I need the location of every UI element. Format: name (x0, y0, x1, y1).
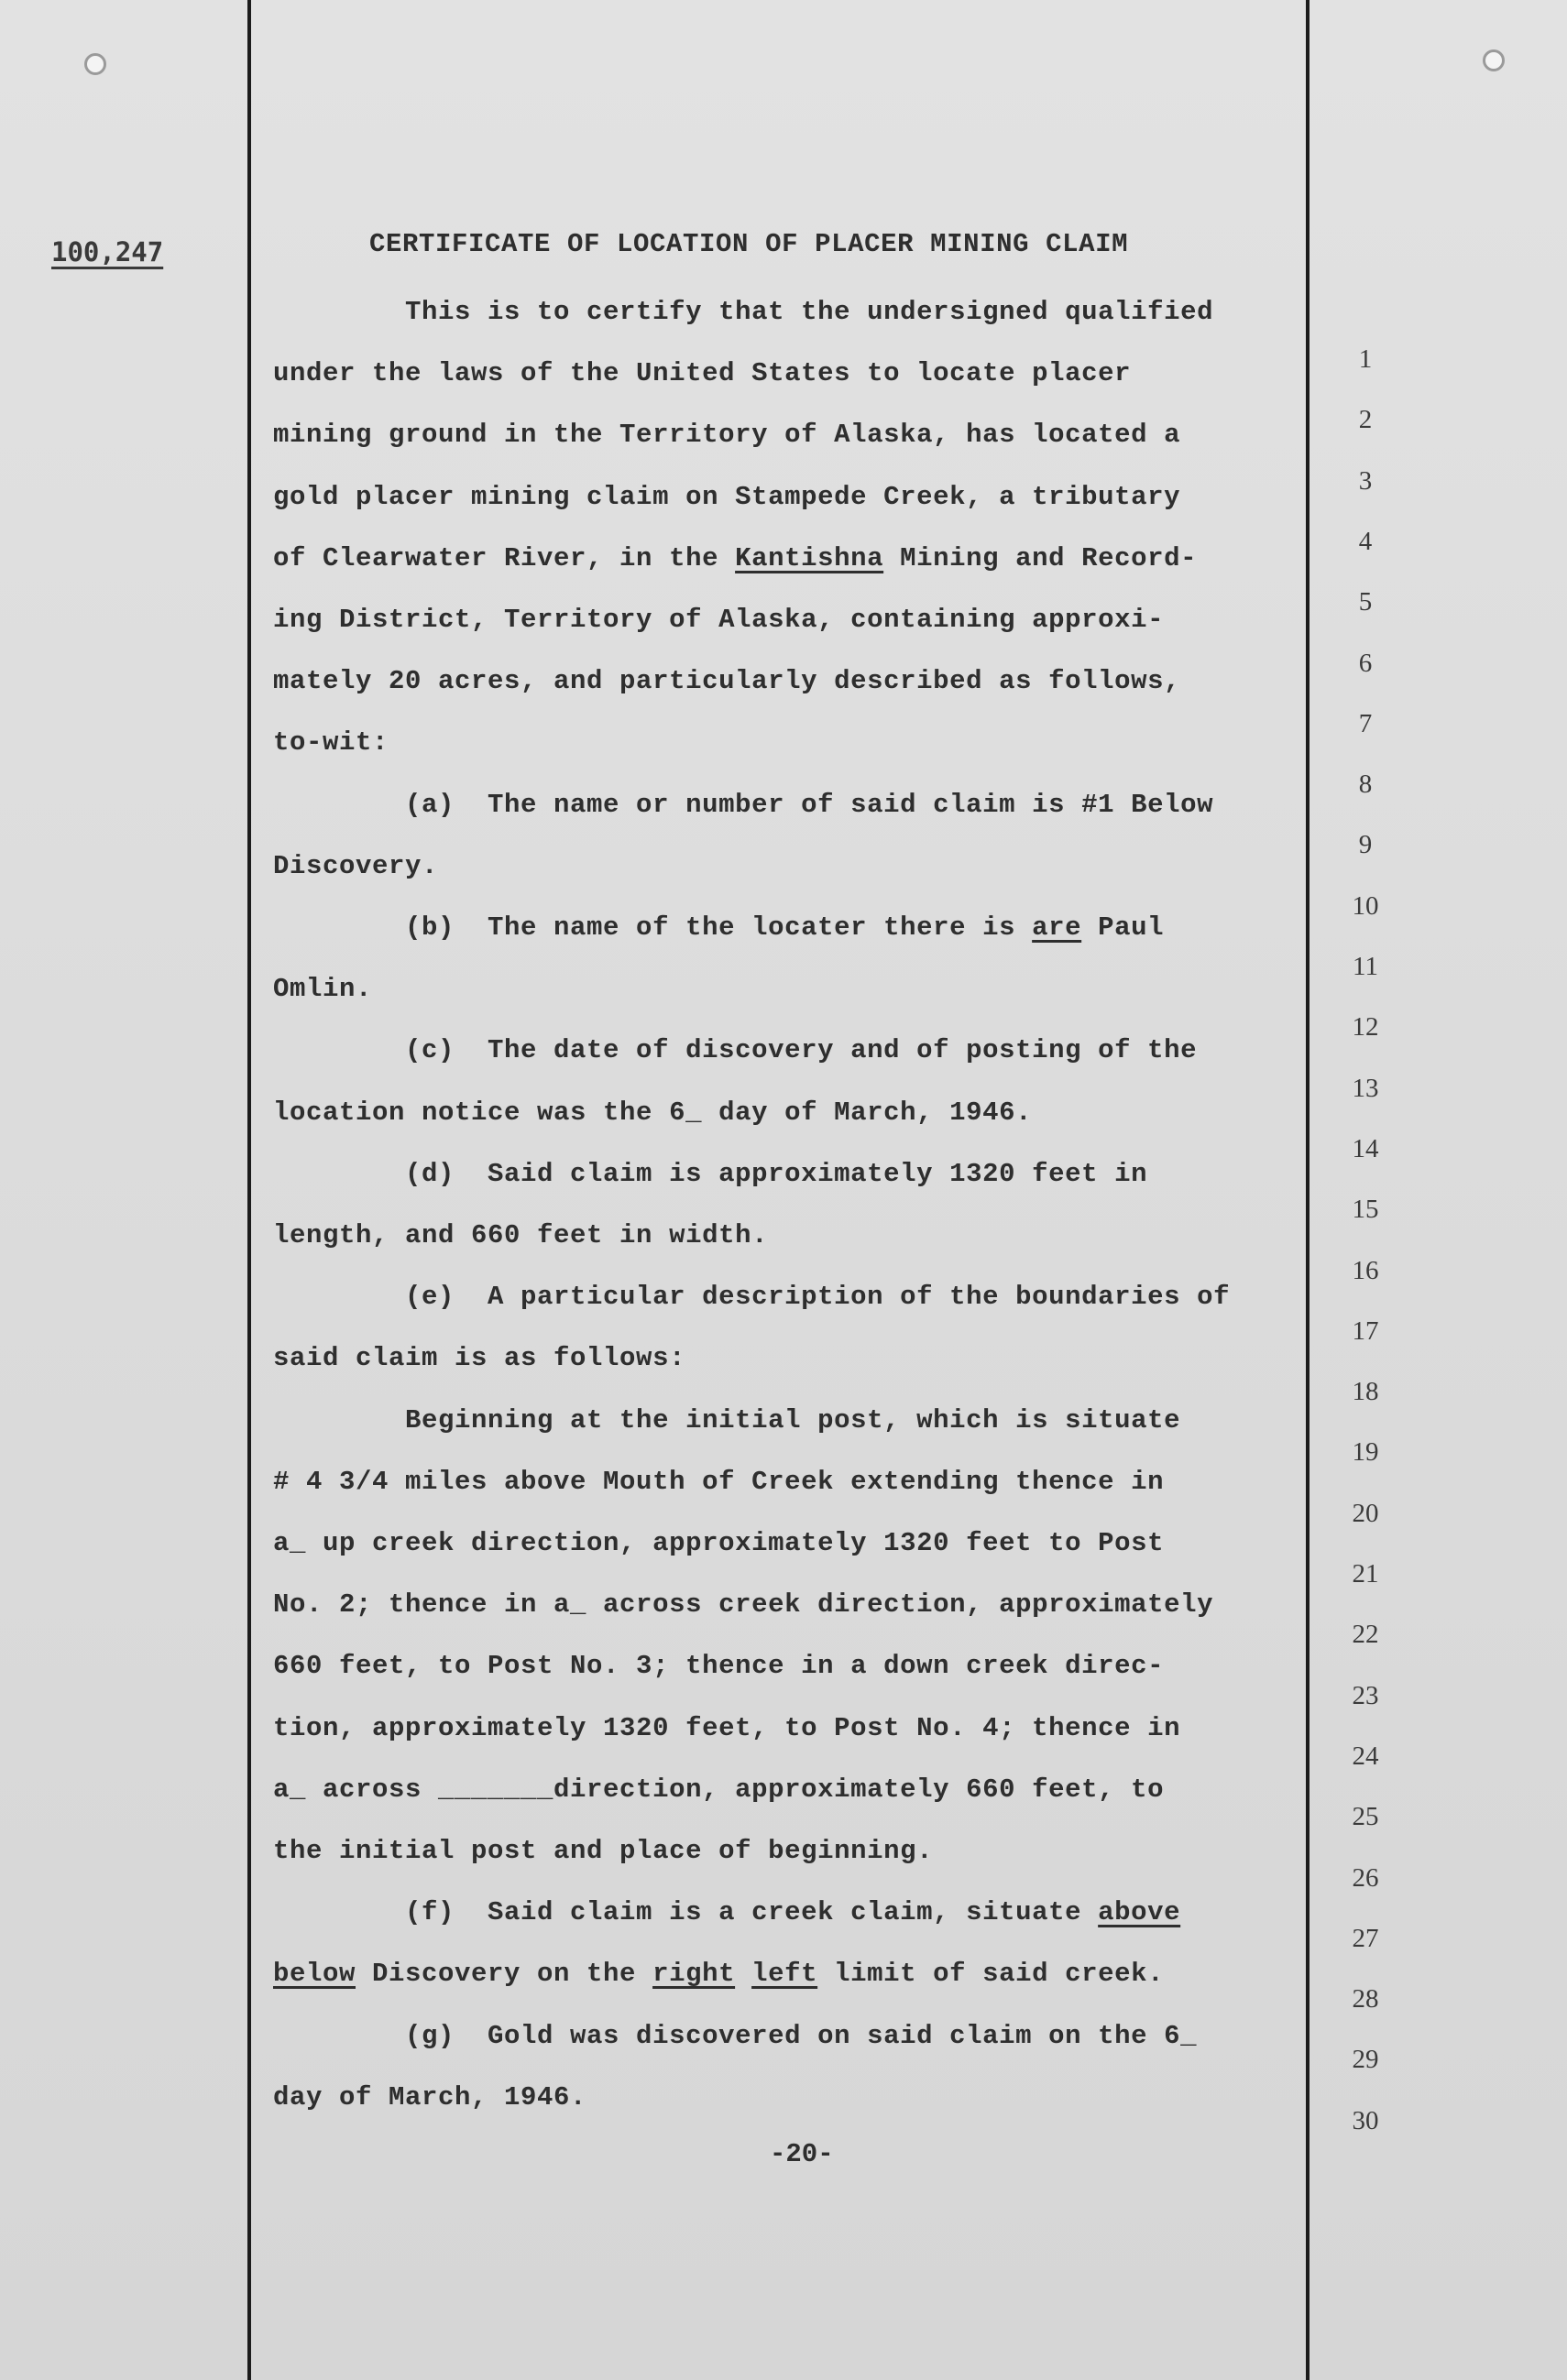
underlined-word: left (751, 1959, 818, 1990)
text-run: (d) Said claim is approximately 1320 feet in (273, 1158, 1148, 1189)
body-line (273, 299, 1213, 325)
punch-hole-right (1483, 49, 1505, 71)
text-run: to-wit: (273, 727, 389, 759)
body-line (273, 1530, 1164, 1556)
text-run: (a) The name or number of said claim is #1 Below (273, 789, 1214, 820)
line-number: 22 (1352, 1620, 1379, 1650)
text-run: # 4 3/4 miles above Mouth of Creek extending thence in (273, 1466, 1165, 1497)
text-run: of Clearwater River, in the (273, 542, 736, 573)
body-line (273, 1712, 1181, 1743)
text-run (735, 1959, 751, 1989)
line-number: 7 (1358, 708, 1373, 738)
line-number: 21 (1352, 1559, 1379, 1588)
line-number: 27 (1352, 1923, 1379, 1953)
body-line (273, 360, 1131, 387)
text-run: day of March, 1946. (273, 2081, 587, 2113)
text-run: a_ across _______direction, approximately 660 feet, to (273, 1774, 1165, 1805)
body-line (273, 420, 1181, 451)
text-run: (b) The name of the locater there is (273, 912, 1033, 943)
text-run: limit of said creek. (817, 1959, 1165, 1990)
text-run: (e) A particular description of the boundaries of (273, 1282, 1231, 1313)
line-number: 16 (1352, 1255, 1379, 1285)
punch-hole-left (84, 53, 106, 75)
text-run: (f) Said claim is a creek claim, situate (273, 1897, 1099, 1928)
text-run: Discovery on the (356, 1959, 653, 1990)
underlined-word: are (1032, 912, 1082, 943)
body-line (273, 1589, 1214, 1621)
line-number: 17 (1352, 1316, 1379, 1346)
body-line (273, 974, 373, 1005)
text-run: Omlin. (273, 974, 373, 1005)
page-number: -20- (770, 2139, 834, 2169)
body-line (273, 1899, 1180, 1926)
body-line (273, 1158, 1148, 1189)
body-line (273, 1959, 1165, 1990)
text-run: mining ground in the Territory of Alaska, has located a (273, 420, 1181, 451)
text-run: Paul (1081, 912, 1165, 943)
line-number: 30 (1352, 2105, 1379, 2135)
text-run: (g) Gold was discovered on said claim on the 6_ (273, 2020, 1198, 2051)
body-line (273, 1838, 933, 1864)
text-run: Beginning at the initial post, which is situate (273, 1404, 1181, 1436)
text-run: said claim is as follows: (273, 1343, 686, 1374)
line-number: 29 (1352, 2045, 1379, 2075)
line-number: 18 (1352, 1377, 1379, 1407)
line-number: 10 (1352, 890, 1379, 921)
text-run: (c) The date of discovery and of posting of the (273, 1035, 1198, 1066)
text-run: under the laws of the United States to locate placer (273, 358, 1132, 389)
line-number: 12 (1352, 1012, 1379, 1043)
text-run: Mining and Record- (883, 542, 1198, 573)
line-number: 4 (1358, 526, 1373, 556)
file-number: 100,247 (51, 236, 164, 267)
body-line (273, 2081, 587, 2113)
line-number: 3 (1358, 465, 1373, 496)
text-run: the initial post and place of beginning. (273, 1836, 934, 1866)
line-number: 9 (1358, 830, 1373, 860)
text-run: ing District, Territory of Alaska, containing approxi- (273, 605, 1165, 635)
line-number: 28 (1352, 1984, 1379, 2014)
line-number: 15 (1352, 1195, 1379, 1225)
line-number: 2 (1358, 405, 1373, 435)
line-number: 8 (1358, 770, 1373, 800)
right-margin-rule (1306, 0, 1309, 2380)
line-number: 1 (1358, 344, 1373, 374)
body-line (273, 606, 1164, 633)
underlined-word: right (652, 1959, 736, 1990)
body-line (273, 1222, 768, 1249)
body-line (273, 1651, 1165, 1682)
line-number: 14 (1352, 1133, 1379, 1163)
text-run: length, and 660 feet in width. (273, 1220, 769, 1250)
body-line (273, 789, 1214, 820)
body-line (273, 1776, 1164, 1803)
text-run: No. 2; thence in a_ across creek direction, approximately (273, 1589, 1214, 1621)
line-number: 13 (1352, 1073, 1379, 1103)
body-line (273, 1468, 1164, 1495)
text-run: 660 feet, to Post No. 3; thence in a down creek direc- (273, 1651, 1165, 1682)
body-line (273, 1099, 1032, 1126)
body-line (273, 1343, 686, 1374)
body-line (273, 914, 1164, 941)
underlined-word: below (273, 1959, 356, 1990)
line-number: 20 (1352, 1498, 1379, 1528)
text-run: gold placer mining claim on Stampede Creek, a tributary (273, 481, 1181, 512)
line-number: 19 (1352, 1437, 1379, 1468)
underlined-word: Kantishna (735, 542, 884, 573)
text-run: location notice was the 6_ day of March, 1946. (273, 1097, 1033, 1128)
line-number: 23 (1352, 1680, 1379, 1710)
line-number: 5 (1358, 587, 1373, 617)
body-line (273, 666, 1181, 697)
body-line (273, 850, 439, 881)
body-line (273, 1037, 1197, 1064)
left-margin-rule (247, 0, 251, 2380)
text-run: a_ up creek direction, approximately 1320 feet to Post (273, 1528, 1165, 1558)
body-line (273, 2020, 1198, 2051)
text-run: tion, approximately 1320 feet, to Post No. 4; thence in (273, 1712, 1181, 1743)
line-number: 11 (1353, 952, 1378, 981)
body-line (273, 727, 389, 759)
line-number: 24 (1352, 1741, 1379, 1771)
underlined-word: above (1098, 1897, 1181, 1928)
line-number: 25 (1352, 1802, 1379, 1832)
body-line (273, 481, 1181, 512)
body-line (273, 1404, 1181, 1436)
body-line (273, 1282, 1231, 1313)
text-run: mately 20 acres, and particularly described as follows, (273, 666, 1181, 697)
line-number: 26 (1352, 1862, 1379, 1893)
document-title: CERTIFICATE OF LOCATION OF PLACER MINING CLAIM (369, 229, 1129, 259)
line-number: 6 (1358, 648, 1373, 678)
body-line (273, 542, 1198, 573)
text-run: Discovery. (273, 850, 439, 881)
text-run: This is to certify that the undersigned qualified (273, 297, 1214, 327)
